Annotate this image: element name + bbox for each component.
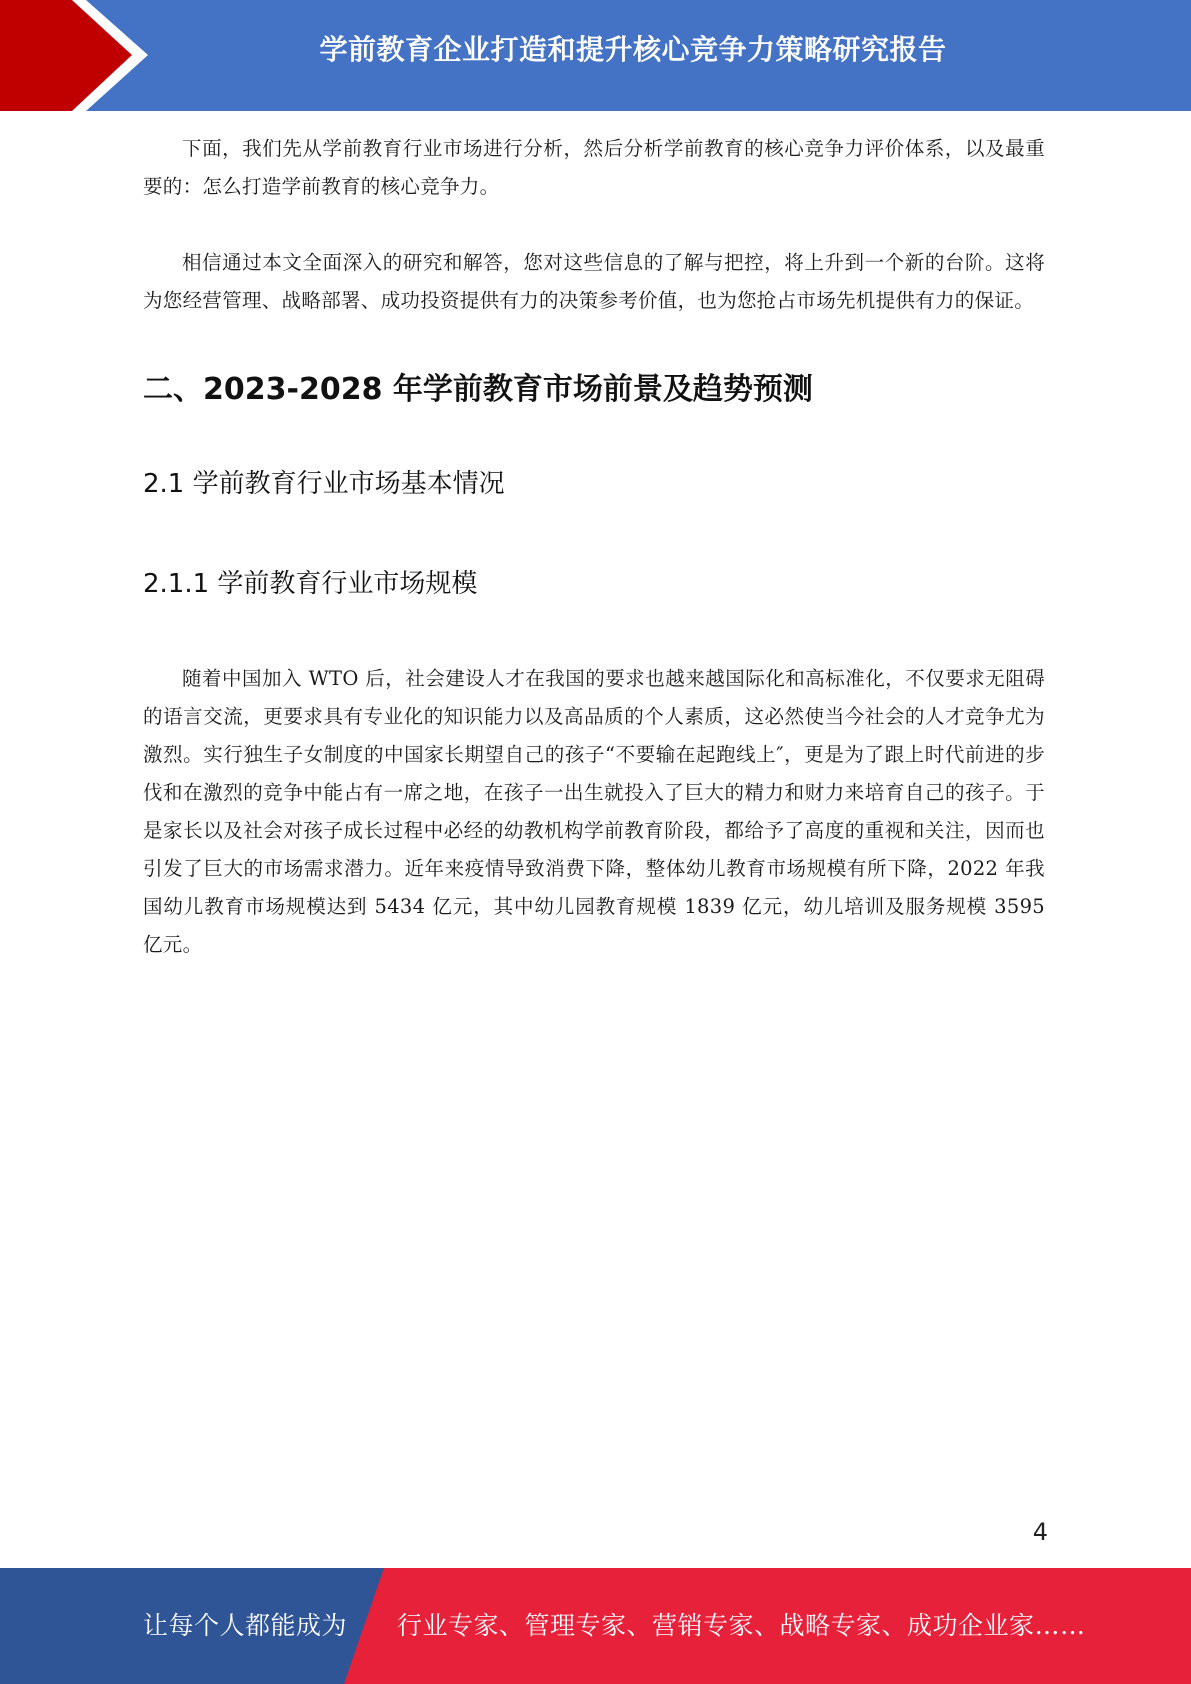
footer-banner <box>0 1568 1191 1684</box>
document-body <box>143 130 1045 964</box>
page-number: 4 <box>1032 1518 1048 1546</box>
sub-subsection-heading: 2.1.1 学前教育行业市场规模 <box>143 569 478 599</box>
footer-slogan-left: 让每个人都能成为 <box>143 1611 348 1640</box>
intro-paragraph: 下面，我们先从学前教育行业市场进行分析，然后分析学前教育的核心竞争力评价体系，以及最重要的：怎么打造学前教育的核心竞争力。 <box>143 137 1045 198</box>
value-paragraph: 相信通过本文全面深入的研究和解答，您对这些信息的了解与把控，将上升到一个新的台阶。这将为您经营管理、战略部署、成功投资提供有力的决策参考价值，也为您抢占市场先机提供有力的保证。 <box>143 251 1045 312</box>
section-heading: 二、2023-2028 年学前教育市场前景及趋势预测 <box>143 372 813 407</box>
report-title: 学前教育企业打造和提升核心竞争力策略研究报告 <box>319 33 947 66</box>
market-size-paragraph: 随着中国加入 WTO 后，社会建设人才在我国的要求也越来越国际化和高标准化，不仅要求无阻碍的语言交流，更要求具有专业化的知识能力以及高品质的个人素质，这必然使当今社会的人才竞争尤为激烈。实行独生子女制度的中国家长期望自己的孩子“不要输在起跑线上″，更是为了跟上时代前进的步伐和在激烈的竞争中能占有一席之地，在孩子一出生就投入了巨大的精力和财力来培育自己的孩子。于是家长以及社会对孩子成长过程中必经的幼教机构学前教育阶段，都给予了高度的重视和关注，因而也引发了巨大的市场需求潜力。近年来疫情导致消费下降，整体幼儿教育市场规模有所下降，2022 年我国幼儿教育市场规模达到 5434 亿元，其中幼儿园教育规模 1839 亿元，幼儿培训及服务规模 3595 亿元。 <box>143 667 1045 956</box>
subsection-heading: 2.1 学前教育行业市场基本情况 <box>143 469 505 499</box>
footer-slogan-right: 行业专家、管理专家、营销专家、战略专家、成功企业家…… <box>397 1611 1086 1640</box>
header-banner <box>0 0 1191 111</box>
